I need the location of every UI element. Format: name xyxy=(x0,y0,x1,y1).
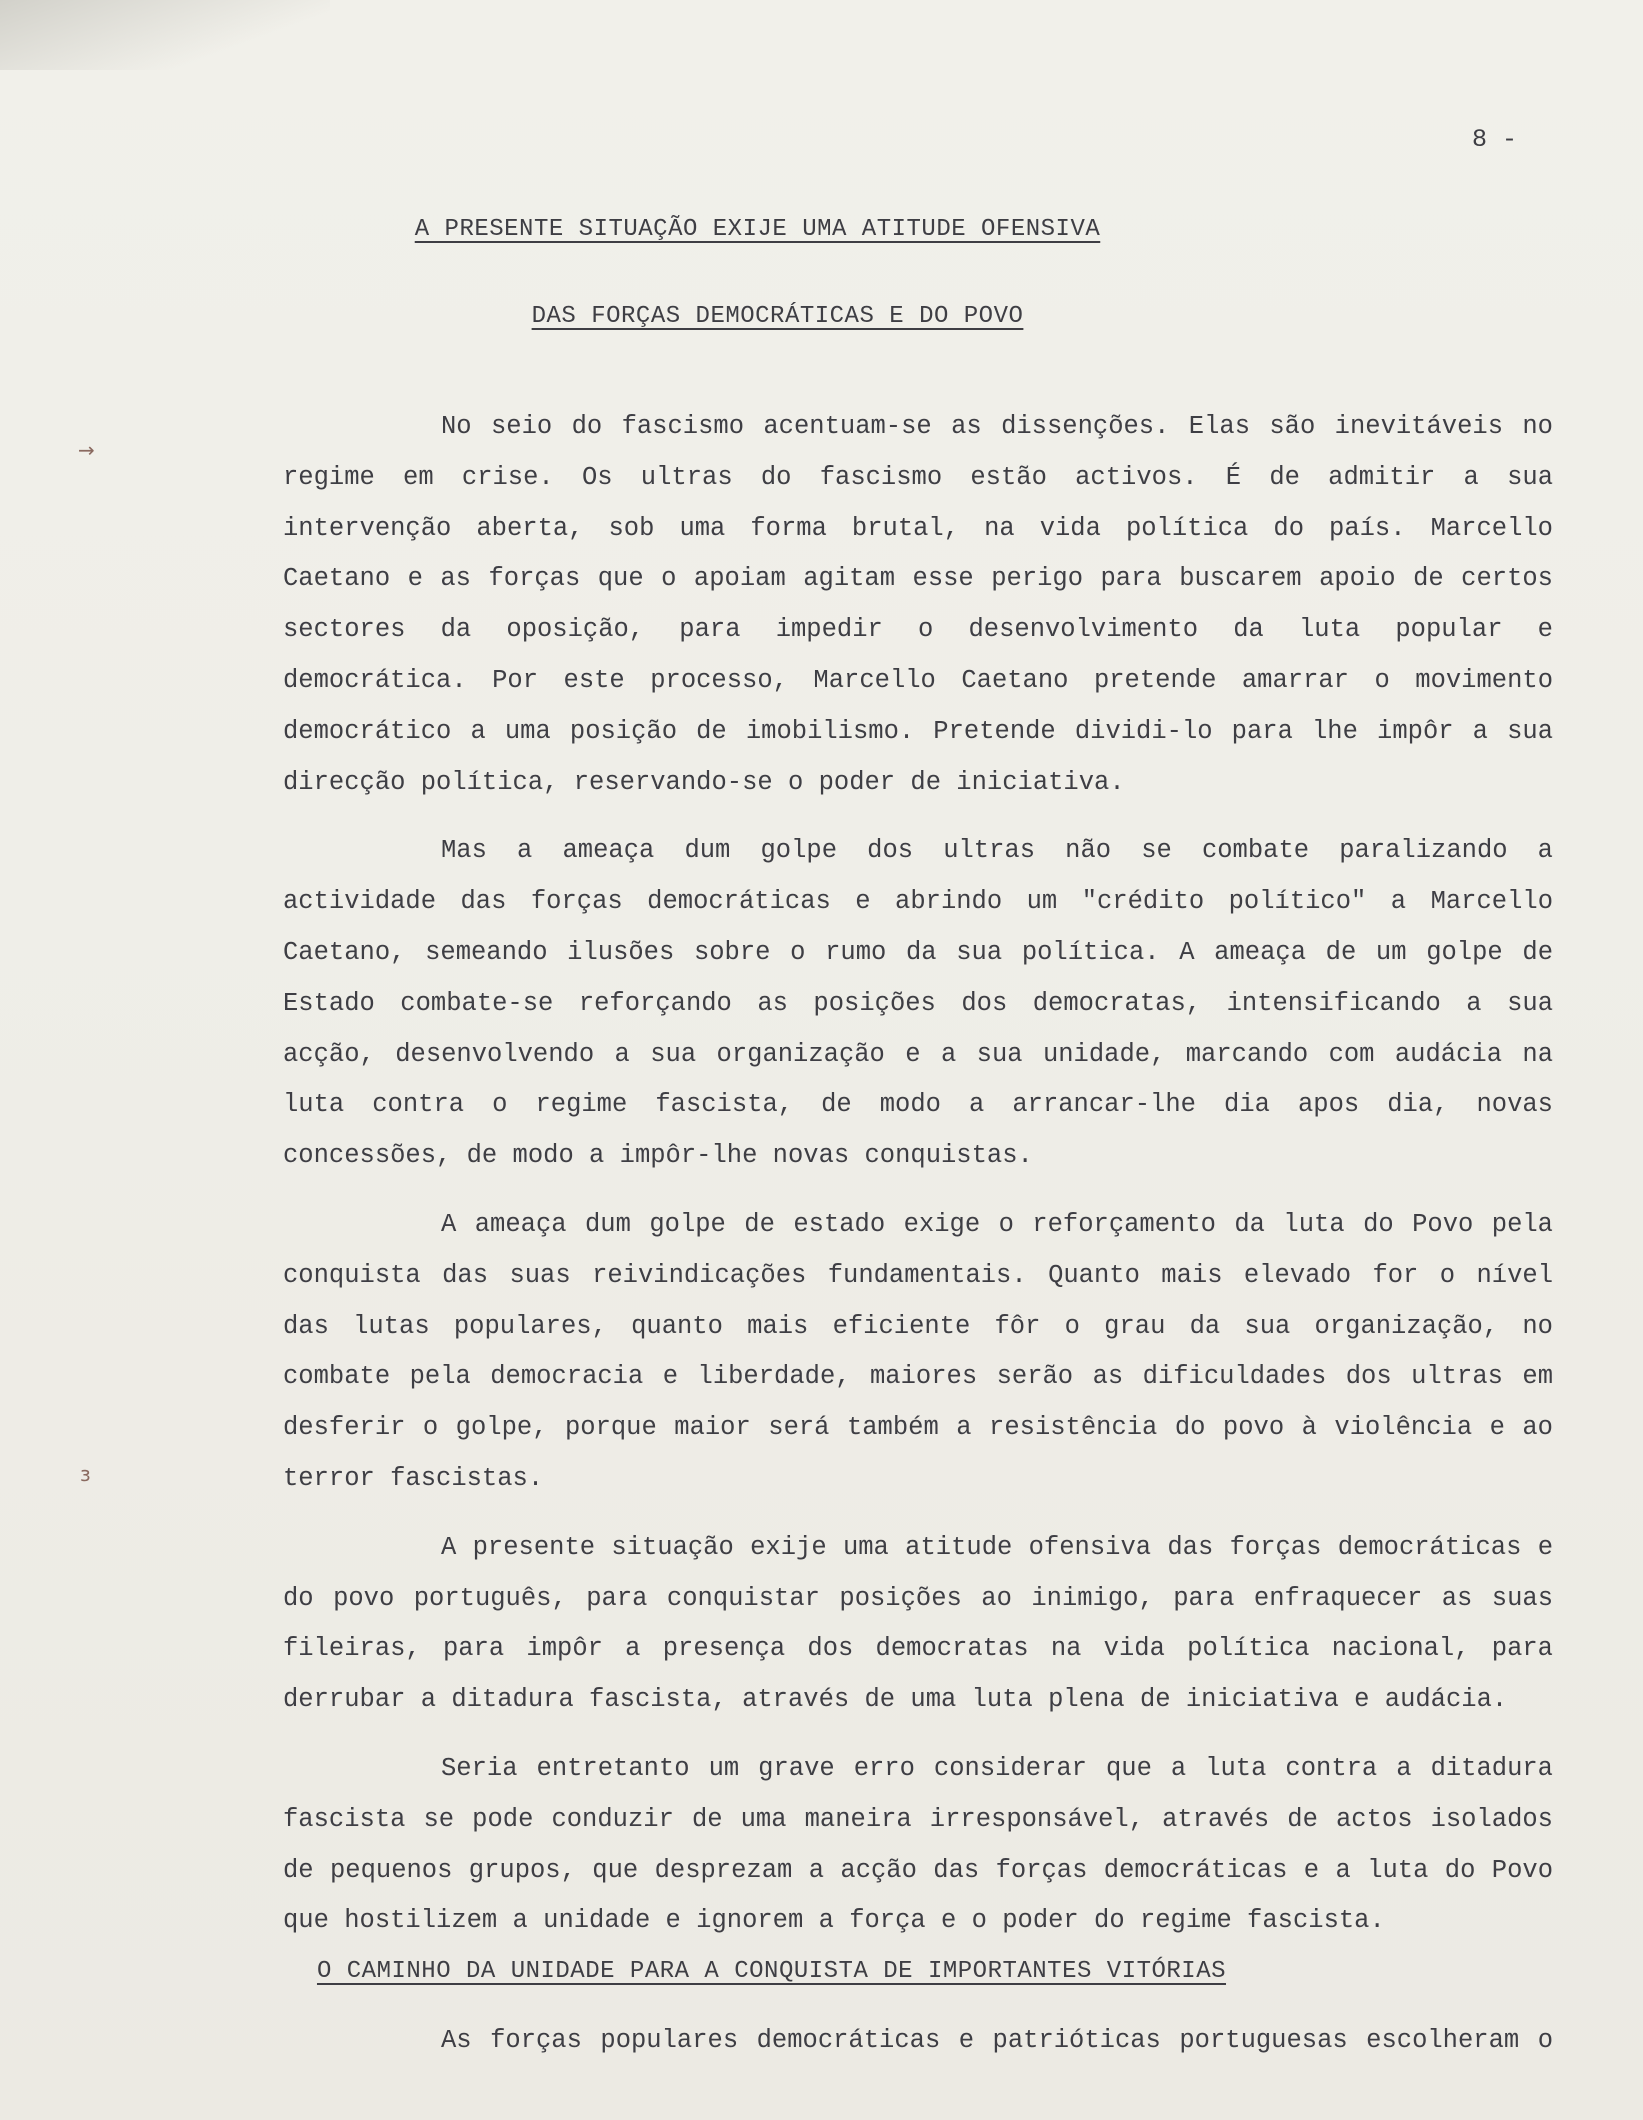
margin-pencil-mark: ɜ xyxy=(80,1462,91,1486)
scan-shadow xyxy=(0,0,330,70)
paragraph-5: Seria entretanto um grave erro considerar que a luta contra a ditadura fascista se pode conduzir de uma maneira irresponsável, através de actos isolados de pequenos grupos, que desprezam a acção das forças democráticas e a luta do Povo que hostilizem a unidade e ignorem a força e o poder do regime fascista. xyxy=(283,1753,1553,1936)
section-heading-2: O CAMINHO DA UNIDADE PARA A CONQUISTA DE IMPORTANTES VITÓRIAS xyxy=(316,1958,1227,1985)
paragraph-3: A ameaça dum golpe de estado exige o reforçamento da luta do Povo pela conquista das suas reivindicações fundamentais. Quanto mais elevado for o nível das lutas populares, quanto mais eficiente fôr o grau da sua organização, no combate pela democracia e liberdade, maiores serão as dificuldades dos ultras em desferir o golpe, porque maior será também a resistência do povo à violência e ao terror fascistas. xyxy=(283,1209,1553,1493)
paragraph-1: No seio do fascismo acentuam-se as dissenções. Elas são inevitáveis no regime em crise. Os ultras do fascismo estão activos. É de admitir a sua intervenção aberta, sob uma forma brutal, na vida política do país. Marcello Caetano e as forças que o apoiam agitam esse perigo para buscarem apoio de certos sectores da oposição, para impedir o desenvolvimento da luta popular e democrática. Por este processo, Marcello Caetano pretende amarrar o movimento democrático a uma posição de imobilismo. Pretende dividi-lo para lhe impôr a sua direcção política, reservando-se o poder de iniciativa. xyxy=(283,412,1553,797)
page-number: 8 - xyxy=(1472,125,1518,154)
paragraph-2: Mas a ameaça dum golpe dos ultras não se combate paralizando a actividade das forças democráticas e abrindo um "crédito político" a Marcello Caetano, semeando ilusões sobre o rumo da sua política. A ameaça de um golpe de Estado combate-se reforçando as posições dos democratas, intensificando a sua acção, desenvolvendo a sua organização e a sua unidade, marcando com audácia na luta contra o regime fascista, de modo a arrancar-lhe dia apos dia, novas concessões, de modo a impôr-lhe novas conquistas. xyxy=(283,836,1553,1171)
section-title-line-2: DAS FORÇAS DEMOCRÁTICAS E DO POVO xyxy=(531,303,1024,330)
margin-arrow-mark: → xyxy=(78,438,95,462)
paragraph-6-first-line: As forças populares democráticas e patrióticas portuguesas escolheram o xyxy=(441,2026,1553,2055)
body-text xyxy=(283,402,1553,1947)
section-title-line-1: A PRESENTE SITUAÇÃO EXIJE UMA ATITUDE OFENSIVA xyxy=(414,216,1101,243)
paragraph-4: A presente situação exije uma atitude ofensiva das forças democráticas e do povo português, para conquistar posições ao inimigo, para enfraquecer as suas fileiras, para impôr a presença dos democratas na vida política nacional, para derrubar a ditadura fascista, através de uma luta plena de iniciativa e audácia. xyxy=(283,1532,1553,1715)
